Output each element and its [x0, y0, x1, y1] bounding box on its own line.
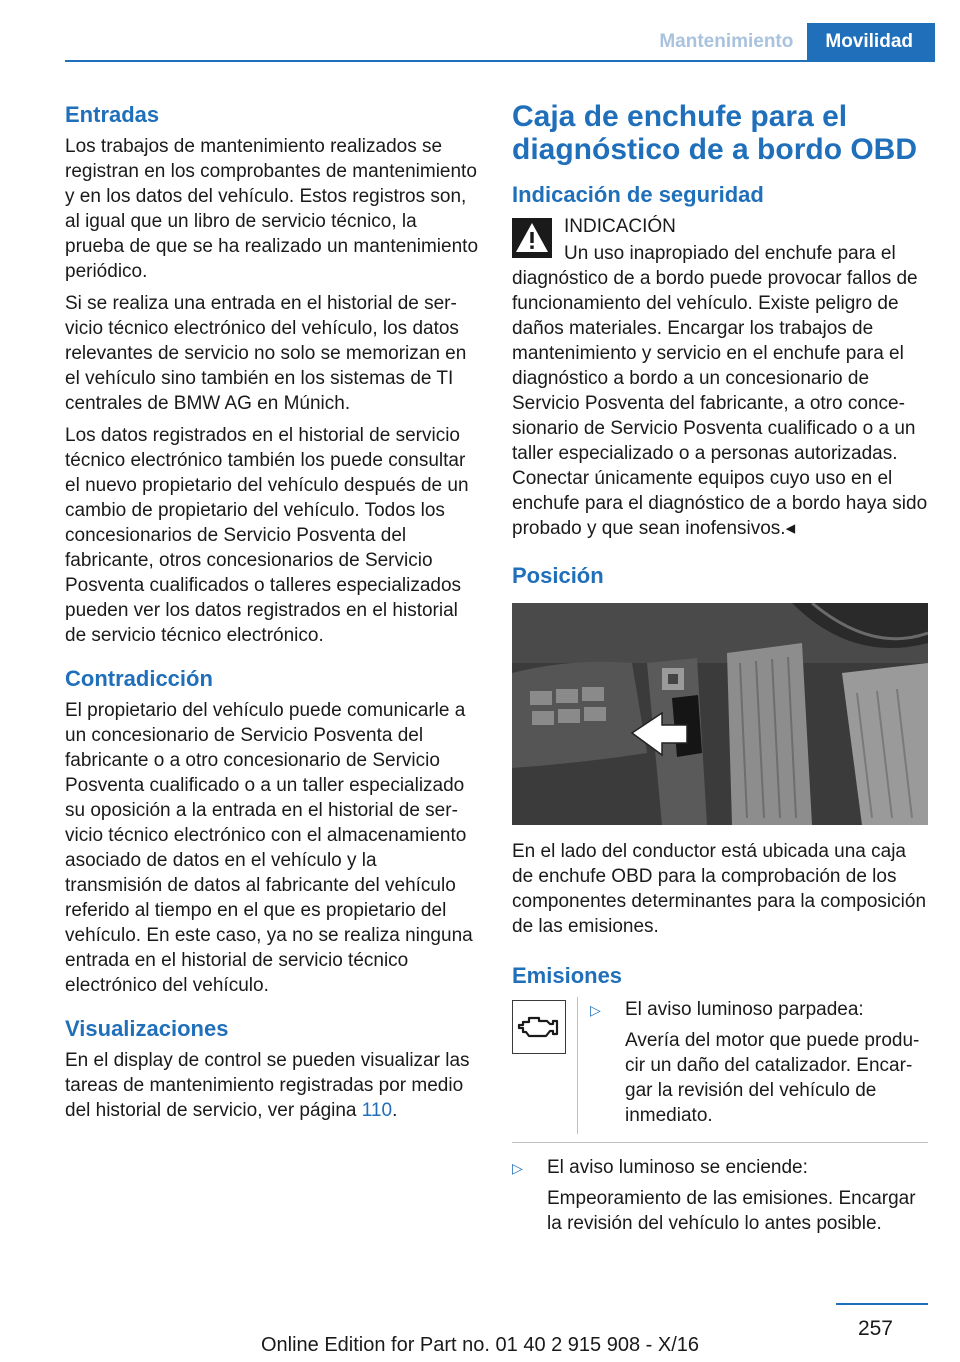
heading-visualizaciones: Visualizaciones — [65, 1016, 229, 1041]
emissions-section — [512, 997, 928, 1134]
heading-contradiccion: Contradicción — [65, 666, 213, 691]
engine-warning-icon — [512, 1000, 566, 1054]
item-heading: El aviso luminoso se enciende: — [547, 1157, 808, 1178]
paragraph: Los trabajos de mantenimiento realizados se registran en los comprobantes de mantenimiento y en los datos del vehículo. Estos registros son, al igual que un libro de servicio técnico, la prueba de que se ha realizado un mantenimiento periódico. — [65, 136, 479, 282]
vertical-divider — [577, 997, 578, 1134]
warning-label: INDICACIÓN — [564, 216, 676, 237]
page-number: 257 — [857, 1317, 893, 1340]
right-column — [512, 100, 928, 1242]
obd-socket-photo — [512, 603, 928, 825]
warning-text: Un uso inapropiado del enchufe para el diagnóstico de a bordo puede provocar fallos de funcionamiento del vehículo. Existe peligro de daños materiales. Encargar los trabajos de mantenimiento y servicio en el enchufe para el diagnóstico a bordo a un concesionario de Servicio Posventa del fabricante, a otro concesionario de Servicio Posventa cualificado o a un taller especializado o a personas autorizadas. Conectar únicamente equipos cuyo uso en el enchufe para el diagnóstico de a bordo haya sido probado y que sean inofensivos.◂ — [512, 243, 928, 539]
list-bullet-icon: ▷ — [590, 1002, 601, 1018]
paragraph: El propietario del vehículo puede comunicarle a un concesionario de Servicio Posventa del fabricante o a otro concesionario de Servicio Posventa cualificado o a un taller especializado su oposición a la entrada en el historial de servicio técnico electrónico con el almacenamiento asociado de datos en el vehículo y la transmisión de datos al fabricante del vehículo referido al tiempo en el que es propietario del vehículo. En este caso, ya no se realiza ninguna entrada en el historial de servicio técnico electrónico del vehículo. — [65, 700, 473, 996]
item-text: Empeoramiento de las emisiones. Encargar la revisión del vehículo lo antes posible. — [547, 1188, 916, 1234]
warning-block — [512, 214, 928, 541]
warning-icon — [512, 218, 552, 258]
edition-footer: Online Edition for Part no. 01 40 2 915 908 - X/16 — [260, 1334, 700, 1356]
tab-mantenimiento[interactable]: Mantenimiento — [659, 31, 794, 52]
tab-movilidad[interactable]: Movilidad — [807, 23, 935, 61]
paragraph: Los datos registrados en el historial de servicio técnico electrónico también los puede consultar el nuevo propietario del vehículo después de un cambio de propietario del vehículo. Todos los concesionarios de Servicio Posventa del fabricante, otros concesionarios de Servicio Posventa cualificados o talleres especializados pueden ver los datos registrados en el historial de servicio técnico electrónico. — [65, 425, 469, 646]
paragraph-text: En el display de control se pueden visualizar las tareas de mantenimiento registradas por medio del historial de servicio, ver página — [65, 1050, 470, 1121]
footer-rule — [836, 1303, 928, 1305]
list-separator — [512, 1142, 928, 1143]
heading-entradas: Entradas — [65, 102, 160, 127]
paragraph: Si se realiza una entrada en el historial de servicio técnico electrónico del vehículo, los datos relevantes de servicio no solo se memorizan en el vehículo sino también en los sistemas de TI centrales de BMW AG en Múnich. — [65, 293, 467, 414]
top-navigation — [645, 23, 935, 61]
heading-seguridad: Indicación de seguridad — [512, 182, 764, 207]
list-bullet-icon: ▷ — [512, 1160, 523, 1176]
heading-posicion: Posición — [512, 563, 604, 588]
list-item — [512, 1155, 928, 1242]
item-heading: El aviso luminoso parpadea: — [625, 999, 864, 1020]
header-rule — [65, 60, 935, 62]
list-item — [590, 997, 928, 1134]
left-column — [65, 100, 478, 1130]
emissions-list — [590, 997, 928, 1134]
item-text: Avería del motor que puede producir un daño del catalizador. Encargar la revisión del vehículo de inmediato. — [625, 1030, 920, 1126]
paragraph — [65, 1048, 478, 1123]
paragraph: En el lado del conductor está ubicada una caja de enchufe OBD para la comprobación de los componentes determinantes para la composición de las emisiones. — [512, 841, 927, 937]
section-title: Caja de enchufe para el diagnóstico de a bordo OBD — [512, 100, 918, 166]
heading-emisiones: Emisiones — [512, 963, 623, 988]
page-link[interactable]: 110 — [361, 1100, 393, 1121]
paragraph-end: . — [392, 1100, 398, 1121]
